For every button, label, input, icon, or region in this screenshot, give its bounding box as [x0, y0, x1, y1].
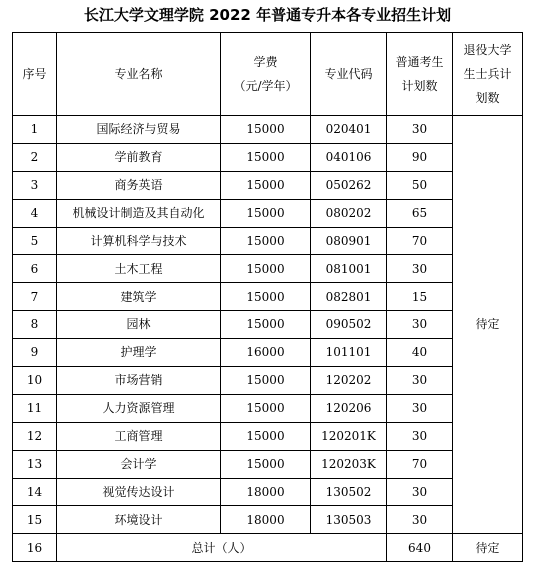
row-plan-cell: 30 [387, 311, 453, 339]
row-index-cell: 9 [13, 339, 57, 367]
row-code-cell: 120201K [311, 422, 387, 450]
row-index-cell: 2 [13, 143, 57, 171]
enrollment-plan-table [12, 32, 523, 562]
document-title: 长江大学文理学院 2022 年普通专升本各专业招生计划 [83, 6, 452, 24]
row-major-cell: 商务英语 [57, 171, 221, 199]
row-fee-cell: 15000 [221, 116, 311, 144]
header-veteran [453, 33, 523, 116]
table-row [13, 171, 523, 199]
total-veteran-cell: 待定 [453, 534, 523, 562]
total-index-cell: 16 [13, 534, 57, 562]
header-plan [387, 33, 453, 116]
row-major-cell: 护理学 [57, 339, 221, 367]
table-row [13, 283, 523, 311]
row-plan-cell: 15 [387, 283, 453, 311]
header-fee [221, 33, 311, 116]
row-code-cell: 080202 [311, 199, 387, 227]
row-code-cell: 130503 [311, 506, 387, 534]
row-index-cell: 1 [13, 116, 57, 144]
row-plan-cell: 30 [387, 394, 453, 422]
row-plan-cell: 50 [387, 171, 453, 199]
row-code-cell: 090502 [311, 311, 387, 339]
row-code-cell: 101101 [311, 339, 387, 367]
row-index-cell: 11 [13, 394, 57, 422]
row-code-cell: 020401 [311, 116, 387, 144]
row-index-cell: 14 [13, 478, 57, 506]
header-veteran-line3: 划数 [475, 91, 500, 105]
row-index-cell: 6 [13, 255, 57, 283]
row-major-cell: 环境设计 [57, 506, 221, 534]
total-label-cell: 总计（人） [57, 534, 387, 562]
row-plan-cell: 90 [387, 143, 453, 171]
table-row [13, 450, 523, 478]
row-code-cell: 080901 [311, 227, 387, 255]
header-plan-line1: 普通考生 [395, 55, 444, 69]
row-plan-cell: 30 [387, 255, 453, 283]
row-fee-cell: 18000 [221, 506, 311, 534]
table-row [13, 506, 523, 534]
row-code-cell: 081001 [311, 255, 387, 283]
row-plan-cell: 30 [387, 116, 453, 144]
table-row [13, 227, 523, 255]
table-row [13, 422, 523, 450]
row-major-cell: 市场营销 [57, 367, 221, 395]
table-row [13, 394, 523, 422]
total-row [13, 534, 523, 562]
row-index-cell: 13 [13, 450, 57, 478]
row-index-cell: 10 [13, 367, 57, 395]
table-row [13, 116, 523, 144]
row-code-cell: 130502 [311, 478, 387, 506]
row-index-cell: 5 [13, 227, 57, 255]
veteran-plan-cell: 待定 [453, 116, 523, 534]
row-major-cell: 国际经济与贸易 [57, 116, 221, 144]
header-major: 专业名称 [57, 33, 221, 116]
row-major-cell: 视觉传达设计 [57, 478, 221, 506]
row-code-cell: 082801 [311, 283, 387, 311]
row-index-cell: 4 [13, 199, 57, 227]
row-major-cell: 计算机科学与技术 [57, 227, 221, 255]
total-plan-cell: 640 [387, 534, 453, 562]
row-index-cell: 15 [13, 506, 57, 534]
row-plan-cell: 70 [387, 450, 453, 478]
header-fee-line2: （元/学年） [233, 79, 298, 93]
row-plan-cell: 40 [387, 339, 453, 367]
table-row [13, 311, 523, 339]
row-index-cell: 7 [13, 283, 57, 311]
header-veteran-line2: 生士兵计 [463, 67, 512, 81]
row-fee-cell: 15000 [221, 227, 311, 255]
row-index-cell: 12 [13, 422, 57, 450]
row-code-cell: 120202 [311, 367, 387, 395]
row-fee-cell: 15000 [221, 394, 311, 422]
table-row [13, 199, 523, 227]
row-major-cell: 工商管理 [57, 422, 221, 450]
header-fee-line1: 学费 [253, 55, 278, 69]
row-index-cell: 3 [13, 171, 57, 199]
row-major-cell: 机械设计制造及其自动化 [57, 199, 221, 227]
table-row [13, 367, 523, 395]
row-fee-cell: 15000 [221, 283, 311, 311]
row-major-cell: 园林 [57, 311, 221, 339]
header-index: 序号 [13, 33, 57, 116]
header-code: 专业代码 [311, 33, 387, 116]
row-plan-cell: 30 [387, 367, 453, 395]
row-fee-cell: 15000 [221, 199, 311, 227]
header-veteran-line1: 退役大学 [463, 43, 512, 57]
header-plan-line2: 计划数 [401, 79, 438, 93]
row-plan-cell: 30 [387, 478, 453, 506]
row-fee-cell: 15000 [221, 255, 311, 283]
table-row [13, 339, 523, 367]
row-code-cell: 120206 [311, 394, 387, 422]
row-major-cell: 会计学 [57, 450, 221, 478]
row-plan-cell: 30 [387, 422, 453, 450]
row-fee-cell: 15000 [221, 311, 311, 339]
row-fee-cell: 15000 [221, 143, 311, 171]
row-index-cell: 8 [13, 311, 57, 339]
row-code-cell: 040106 [311, 143, 387, 171]
table-row [13, 255, 523, 283]
table-row [13, 478, 523, 506]
row-fee-cell: 18000 [221, 478, 311, 506]
row-major-cell: 建筑学 [57, 283, 221, 311]
row-fee-cell: 15000 [221, 171, 311, 199]
row-plan-cell: 70 [387, 227, 453, 255]
table-row [13, 143, 523, 171]
row-fee-cell: 15000 [221, 422, 311, 450]
row-fee-cell: 15000 [221, 367, 311, 395]
row-major-cell: 人力资源管理 [57, 394, 221, 422]
row-fee-cell: 15000 [221, 450, 311, 478]
row-code-cell: 120203K [311, 450, 387, 478]
row-major-cell: 学前教育 [57, 143, 221, 171]
row-major-cell: 土木工程 [57, 255, 221, 283]
row-fee-cell: 16000 [221, 339, 311, 367]
row-plan-cell: 65 [387, 199, 453, 227]
row-code-cell: 050262 [311, 171, 387, 199]
row-plan-cell: 30 [387, 506, 453, 534]
header-row [13, 33, 523, 116]
